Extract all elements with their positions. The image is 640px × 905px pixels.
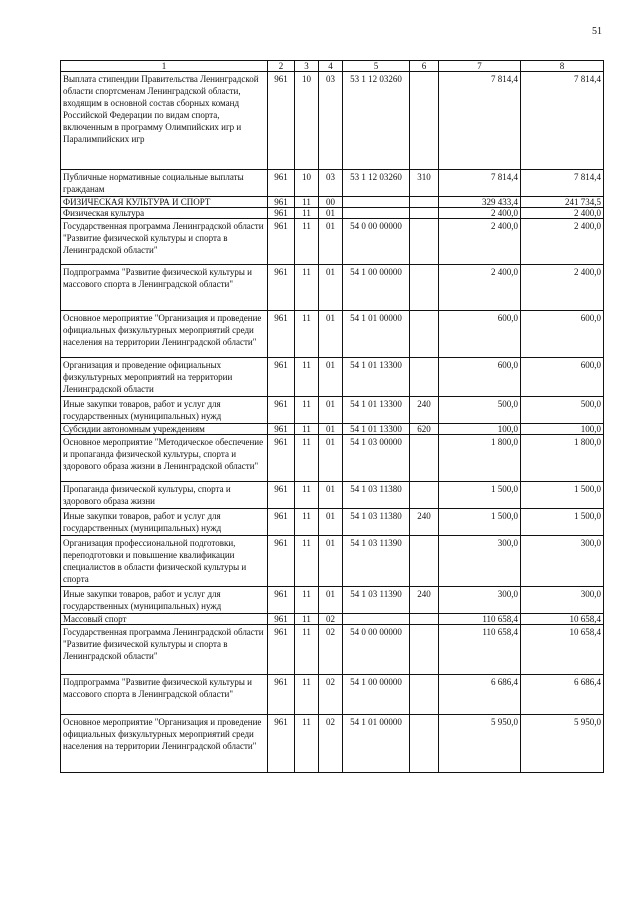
row-amount-2: 5 950,0: [521, 715, 604, 773]
row-ministry-code: 961: [268, 397, 295, 424]
row-section-code: 11: [295, 358, 319, 397]
row-section-code: 11: [295, 587, 319, 614]
row-amount-2: 2 400,0: [521, 265, 604, 311]
column-header: 8: [521, 61, 604, 72]
row-target-article: 53 1 12 03260: [343, 72, 410, 170]
row-amount-1: 110 658,4: [439, 614, 521, 625]
row-expense-type: [410, 358, 439, 397]
row-amount-1: 7 814,4: [439, 170, 521, 197]
table-row: [61, 397, 604, 424]
row-amount-1: 1 500,0: [439, 482, 521, 509]
row-ministry-code: 961: [268, 482, 295, 509]
row-amount-2: 1 500,0: [521, 482, 604, 509]
row-target-article: 54 1 03 11390: [343, 587, 410, 614]
row-target-article: 54 1 01 13300: [343, 424, 410, 435]
row-ministry-code: 961: [268, 587, 295, 614]
table-row: [61, 587, 604, 614]
row-ministry-code: 961: [268, 614, 295, 625]
row-amount-1: 6 686,4: [439, 675, 521, 715]
row-section-code: 11: [295, 219, 319, 265]
row-expense-type: 240: [410, 509, 439, 536]
row-subsection-code: 01: [319, 435, 343, 482]
row-expense-type: [410, 435, 439, 482]
row-name: Публичные нормативные социальные выплаты гражданам: [61, 170, 268, 197]
row-target-article: 54 1 03 11380: [343, 509, 410, 536]
column-header: 3: [295, 61, 319, 72]
row-name: Организация и проведение официальных физкультурных мероприятий на территории Ленинградской области: [61, 358, 268, 397]
row-target-article: 54 1 01 13300: [343, 358, 410, 397]
row-subsection-code: 01: [319, 424, 343, 435]
row-ministry-code: 961: [268, 509, 295, 536]
row-amount-1: 110 658,4: [439, 625, 521, 675]
row-subsection-code: 01: [319, 311, 343, 358]
row-ministry-code: 961: [268, 170, 295, 197]
table-row: [61, 358, 604, 397]
table-row: [61, 715, 604, 773]
row-name: Организация профессиональной подготовки, переподготовки и повышение квалификации специалистов в области физической культуры и спорта: [61, 536, 268, 587]
row-ministry-code: 961: [268, 358, 295, 397]
budget-table: [60, 60, 604, 773]
row-name: Подпрограмма "Развитие физической культуры и массового спорта в Ленинградской области": [61, 675, 268, 715]
row-amount-1: 500,0: [439, 397, 521, 424]
header-row: [61, 61, 604, 72]
row-name: Основное мероприятие "Организация и проведение официальных физкультурных мероприятий среди населения на территории Ленинградской области": [61, 311, 268, 358]
column-header: 7: [439, 61, 521, 72]
row-section-code: 11: [295, 265, 319, 311]
row-amount-2: 6 686,4: [521, 675, 604, 715]
row-expense-type: 620: [410, 424, 439, 435]
table-row: [61, 311, 604, 358]
row-name: Иные закупки товаров, работ и услуг для государственных (муниципальных) нужд: [61, 509, 268, 536]
row-name: Выплата стипендии Правительства Ленинградской области спортсменам Ленинградской области, входящим в основной состав сборных команд Российской Федерации по видам спорта, включенным в программу Олимпийских игр и Паралимпийских игр: [61, 72, 268, 170]
row-subsection-code: 01: [319, 482, 343, 509]
row-section-code: 11: [295, 509, 319, 536]
row-amount-2: 7 814,4: [521, 72, 604, 170]
row-name: Основное мероприятие "Методическое обеспечение и пропаганда физической культуры, спорта и здорового образа жизни в Ленинградской области": [61, 435, 268, 482]
table-row: [61, 265, 604, 311]
row-amount-2: 1 500,0: [521, 509, 604, 536]
row-section-code: 11: [295, 424, 319, 435]
row-amount-1: 2 400,0: [439, 208, 521, 219]
row-expense-type: 240: [410, 587, 439, 614]
row-target-article: 54 1 01 13300: [343, 397, 410, 424]
row-target-article: 54 1 03 11380: [343, 482, 410, 509]
row-section-code: 11: [295, 197, 319, 208]
table-row: [61, 435, 604, 482]
row-name: Основное мероприятие "Организация и проведение официальных физкультурных мероприятий среди населения на территории Ленинградской области": [61, 715, 268, 773]
row-amount-2: 2 400,0: [521, 208, 604, 219]
row-ministry-code: 961: [268, 424, 295, 435]
row-expense-type: 310: [410, 170, 439, 197]
row-subsection-code: 03: [319, 170, 343, 197]
row-expense-type: [410, 482, 439, 509]
row-ministry-code: 961: [268, 715, 295, 773]
row-ministry-code: 961: [268, 197, 295, 208]
row-amount-1: 600,0: [439, 358, 521, 397]
table-row: [61, 536, 604, 587]
row-name: Субсидии автономным учреждениям: [61, 424, 268, 435]
row-subsection-code: 02: [319, 675, 343, 715]
row-ministry-code: 961: [268, 675, 295, 715]
row-name: Пропаганда физической культуры, спорта и здорового образа жизни: [61, 482, 268, 509]
row-amount-2: 241 734,5: [521, 197, 604, 208]
row-target-article: 54 1 00 00000: [343, 265, 410, 311]
row-expense-type: [410, 72, 439, 170]
row-subsection-code: 01: [319, 219, 343, 265]
row-target-article: 54 1 00 00000: [343, 675, 410, 715]
row-amount-1: 300,0: [439, 587, 521, 614]
row-expense-type: [410, 311, 439, 358]
row-section-code: 11: [295, 311, 319, 358]
row-ministry-code: 961: [268, 219, 295, 265]
row-amount-2: 2 400,0: [521, 219, 604, 265]
row-section-code: 11: [295, 675, 319, 715]
table-row: [61, 197, 604, 208]
row-subsection-code: 02: [319, 614, 343, 625]
row-amount-1: 1 500,0: [439, 509, 521, 536]
row-section-code: 11: [295, 482, 319, 509]
row-amount-2: 600,0: [521, 311, 604, 358]
row-section-code: 11: [295, 397, 319, 424]
row-subsection-code: 00: [319, 197, 343, 208]
page-number: 51: [592, 26, 602, 37]
table-row: [61, 482, 604, 509]
row-name: Государственная программа Ленинградской области "Развитие физической культуры и спорта в Ленинградской области": [61, 625, 268, 675]
table-row: [61, 625, 604, 675]
row-name: Массовый спорт: [61, 614, 268, 625]
row-subsection-code: 01: [319, 265, 343, 311]
table-row: [61, 219, 604, 265]
row-name: Подпрограмма "Развитие физической культуры и массового спорта в Ленинградской области": [61, 265, 268, 311]
table-row: [61, 424, 604, 435]
row-name: Государственная программа Ленинградской области "Развитие физической культуры и спорта в Ленинградской области": [61, 219, 268, 265]
row-amount-2: 600,0: [521, 358, 604, 397]
row-amount-1: 1 800,0: [439, 435, 521, 482]
table-row: [61, 509, 604, 536]
row-amount-1: 5 950,0: [439, 715, 521, 773]
row-amount-1: 100,0: [439, 424, 521, 435]
row-name: Иные закупки товаров, работ и услуг для государственных (муниципальных) нужд: [61, 587, 268, 614]
row-name: Иные закупки товаров, работ и услуг для государственных (муниципальных) нужд: [61, 397, 268, 424]
row-target-article: [343, 208, 410, 219]
row-expense-type: [410, 536, 439, 587]
table-row: [61, 72, 604, 170]
row-ministry-code: 961: [268, 625, 295, 675]
row-subsection-code: 01: [319, 208, 343, 219]
row-target-article: 54 1 01 00000: [343, 311, 410, 358]
row-subsection-code: 03: [319, 72, 343, 170]
row-name: Физическая культура: [61, 208, 268, 219]
row-target-article: 54 0 00 00000: [343, 625, 410, 675]
row-section-code: 11: [295, 715, 319, 773]
column-header: 6: [410, 61, 439, 72]
row-target-article: 54 1 03 00000: [343, 435, 410, 482]
row-name: ФИЗИЧЕСКАЯ КУЛЬТУРА И СПОРТ: [61, 197, 268, 208]
row-expense-type: [410, 675, 439, 715]
row-target-article: 54 0 00 00000: [343, 219, 410, 265]
row-subsection-code: 01: [319, 509, 343, 536]
table-row: [61, 170, 604, 197]
row-section-code: 11: [295, 435, 319, 482]
row-subsection-code: 01: [319, 587, 343, 614]
row-amount-2: 10 658,4: [521, 614, 604, 625]
table-row: [61, 614, 604, 625]
row-target-article: 54 1 01 00000: [343, 715, 410, 773]
row-section-code: 10: [295, 72, 319, 170]
row-subsection-code: 02: [319, 715, 343, 773]
row-amount-2: 100,0: [521, 424, 604, 435]
row-amount-1: 329 433,4: [439, 197, 521, 208]
row-amount-2: 300,0: [521, 587, 604, 614]
column-header: 1: [61, 61, 268, 72]
row-target-article: 54 1 03 11390: [343, 536, 410, 587]
row-ministry-code: 961: [268, 72, 295, 170]
table-row: [61, 675, 604, 715]
row-amount-1: 600,0: [439, 311, 521, 358]
row-expense-type: [410, 208, 439, 219]
row-amount-2: 7 814,4: [521, 170, 604, 197]
row-amount-1: 2 400,0: [439, 265, 521, 311]
row-ministry-code: 961: [268, 536, 295, 587]
row-amount-1: 2 400,0: [439, 219, 521, 265]
row-target-article: [343, 197, 410, 208]
row-ministry-code: 961: [268, 265, 295, 311]
row-section-code: 11: [295, 208, 319, 219]
row-ministry-code: 961: [268, 435, 295, 482]
row-target-article: 53 1 12 03260: [343, 170, 410, 197]
row-expense-type: [410, 219, 439, 265]
row-expense-type: [410, 614, 439, 625]
row-subsection-code: 02: [319, 625, 343, 675]
row-expense-type: 240: [410, 397, 439, 424]
row-amount-1: 300,0: [439, 536, 521, 587]
row-expense-type: [410, 265, 439, 311]
column-header: 5: [343, 61, 410, 72]
table-row: [61, 208, 604, 219]
row-amount-2: 300,0: [521, 536, 604, 587]
row-ministry-code: 961: [268, 311, 295, 358]
row-expense-type: [410, 715, 439, 773]
row-amount-2: 1 800,0: [521, 435, 604, 482]
row-section-code: 10: [295, 170, 319, 197]
row-amount-2: 500,0: [521, 397, 604, 424]
row-section-code: 11: [295, 536, 319, 587]
row-expense-type: [410, 197, 439, 208]
row-subsection-code: 01: [319, 536, 343, 587]
column-header: 2: [268, 61, 295, 72]
row-section-code: 11: [295, 625, 319, 675]
row-section-code: 11: [295, 614, 319, 625]
row-expense-type: [410, 625, 439, 675]
row-subsection-code: 01: [319, 397, 343, 424]
row-target-article: [343, 614, 410, 625]
column-header: 4: [319, 61, 343, 72]
row-ministry-code: 961: [268, 208, 295, 219]
row-subsection-code: 01: [319, 358, 343, 397]
row-amount-1: 7 814,4: [439, 72, 521, 170]
row-amount-2: 10 658,4: [521, 625, 604, 675]
